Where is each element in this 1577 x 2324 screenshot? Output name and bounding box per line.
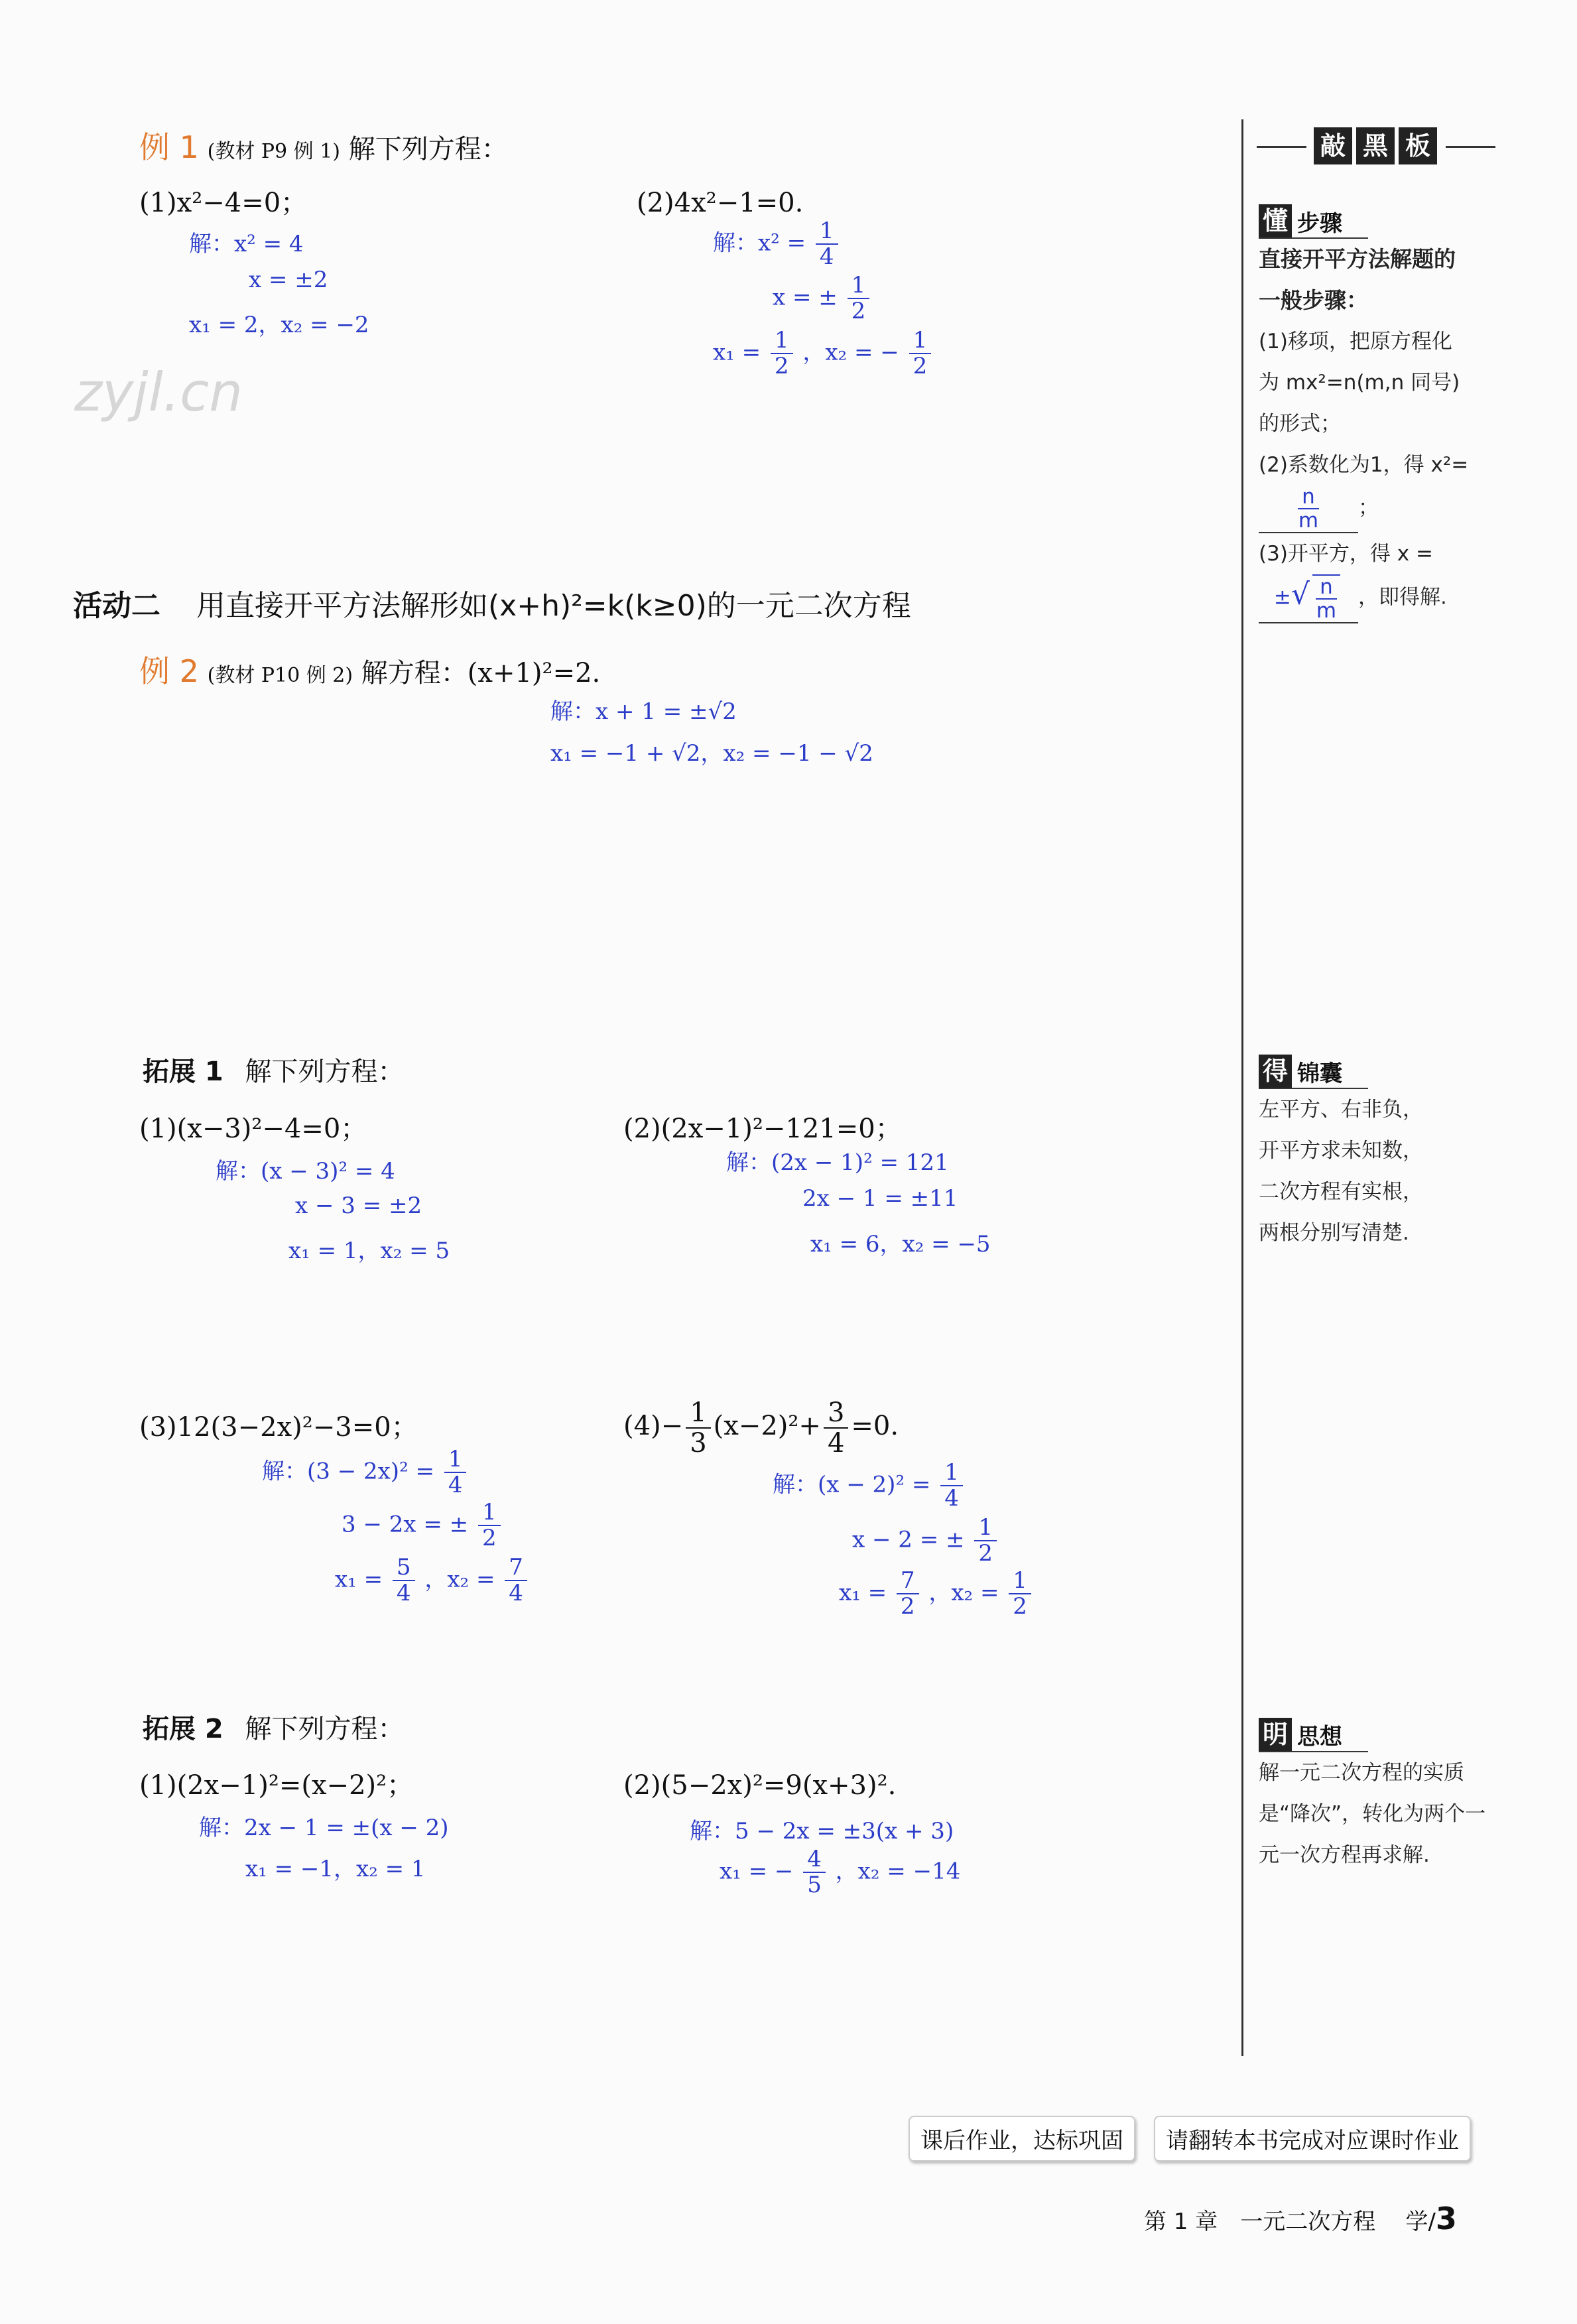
extension-1-label: 拓展 1 — [143, 1057, 223, 1087]
steps-line-4: (2)系数化为1，得 x²= — [1259, 453, 1469, 477]
ext1-sol3-line3: x₁ = $\frac{5}{4}$ ，x₂ = $\frac{7}{4}$ — [335, 1555, 530, 1606]
section-heading: 锦囊 — [1297, 1061, 1342, 1087]
sidebar-header — [1257, 127, 1495, 164]
steps-lead-1: 直接开平方法解题的 — [1259, 246, 1456, 272]
example-2-source: (教材 P10 例 2) — [207, 664, 353, 687]
section-heading-row — [1259, 1055, 1368, 1089]
fraction: $\frac{4}{5}$ — [803, 1847, 826, 1898]
ex1-sol2-line1: 解：x² = $\frac{1}{4}$ — [713, 219, 841, 270]
extension-2-problem-1: (1)(2x−1)²=(x−2)²； — [139, 1770, 414, 1801]
extension-1-problem-4: (4)− $\frac{1}{3}$ (x−2)²+ $\frac{3}{4}$ =0. — [623, 1397, 899, 1458]
example-1-title: 解下列方程： — [348, 134, 508, 164]
fraction: $\frac{1}{3}$ — [686, 1398, 710, 1458]
tips-line-1: 左平方、右非负， — [1259, 1098, 1423, 1122]
example-2-title: 解方程：(x+1)²=2. — [361, 658, 601, 688]
ex2-sol-line1: 解：x + 1 = ±√2 — [550, 698, 737, 725]
ex1-sol2-line2: x = ± $\frac{1}{2}$ — [773, 273, 872, 324]
fraction: $\frac{1}{4}$ — [816, 219, 838, 270]
ex1-sol1-line3: x₁ = 2，x₂ = −2 — [189, 312, 369, 338]
steps-fraction-line: $\frac{n}{m}$ ； — [1259, 485, 1511, 533]
extension-1-problem-3: (3)12(3−2x)²−3=0； — [139, 1412, 418, 1443]
page-number: 3 — [1435, 2201, 1457, 2236]
flip-book-button[interactable]: 请翻转本书完成对应课时作业 — [1154, 2116, 1471, 2162]
section-heading-row — [1259, 1718, 1368, 1752]
tips-line-4: 两根分别写清楚. — [1259, 1221, 1409, 1245]
ext1-sol3-line2: 3 − 2x = ± $\frac{1}{2}$ — [342, 1500, 503, 1551]
ext1-sol2-line3: x₁ = 6，x₂ = −5 — [810, 1231, 991, 1258]
example-2-label: 例 2 — [139, 653, 199, 689]
sidebar-section-tips — [1259, 1055, 1511, 1254]
tips-line-3: 二次方程有实根， — [1259, 1180, 1423, 1204]
example-2-header — [139, 653, 600, 690]
extension-1-title: 解下列方程： — [245, 1057, 405, 1087]
ext2-sol1-line1: 解：2x − 1 = ±(x − 2) — [199, 1815, 449, 1841]
ex2-sol-line2: x₁ = −1 + √2，x₂ = −1 − √2 — [550, 740, 873, 767]
fraction: $\frac{1}{2}$ — [974, 1516, 997, 1567]
ex1-sol1-line1: 解：x² = 4 — [189, 231, 304, 257]
header-line-left — [1257, 146, 1306, 148]
ext2-sol2-line1: 解：5 − 2x = ±3(x + 3) — [690, 1818, 954, 1844]
chapter-label: 第 1 章 一元二次方程 — [1144, 2209, 1376, 2235]
fraction: $\frac{3}{4}$ — [824, 1398, 848, 1458]
fraction: $\frac{1}{2}$ — [478, 1500, 501, 1551]
ext1-sol1-line1: 解：(x − 3)² = 4 — [216, 1158, 395, 1185]
fraction: $\frac{n}{m}$ — [1312, 574, 1340, 622]
steps-lead-2: 一般步骤： — [1259, 287, 1368, 313]
ext2-sol1-line2: x₁ = −1，x₂ = 1 — [245, 1856, 426, 1882]
fraction: $\frac{1}{4}$ — [940, 1460, 963, 1512]
ext1-sol2-line1: 解：(2x − 1)² = 121 — [726, 1149, 949, 1176]
header-char-1: 敲 — [1314, 127, 1352, 164]
example-1-problem-1: (1)x²−4=0； — [139, 188, 308, 218]
sidebar-section-idea — [1259, 1718, 1511, 1876]
extension-2-header — [143, 1713, 404, 1745]
section-heading-row — [1259, 204, 1368, 239]
steps-line-5: (3)开平方，得 x = — [1259, 542, 1433, 566]
section-heading: 思想 — [1297, 1724, 1342, 1750]
header-char-3: 板 — [1399, 127, 1437, 164]
extension-2-label: 拓展 2 — [143, 1714, 223, 1744]
fraction: $\frac{1}{2}$ — [909, 328, 932, 379]
section-heading: 步骤 — [1297, 210, 1342, 237]
idea-line-2: 是“降次”，转化为两个一 — [1259, 1802, 1486, 1826]
fraction: $\frac{1}{2}$ — [848, 273, 870, 324]
header-chars — [1314, 127, 1437, 164]
fraction: $\frac{5}{4}$ — [393, 1555, 415, 1606]
tips-line-2: 开平方求未知数， — [1259, 1139, 1423, 1163]
steps-line-6: ±√ $\frac{n}{m}$ ，即得解. — [1259, 574, 1511, 623]
extension-2-problem-2: (2)(5−2x)²=9(x+3)². — [623, 1770, 897, 1801]
ex1-sol2-line3: x₁ = $\frac{1}{2}$ ，x₂ = − $\frac{1}{2}$ — [713, 328, 934, 379]
fraction: $\frac{7}{4}$ — [505, 1555, 527, 1606]
ext1-sol2-line2: 2x − 1 = ±11 — [802, 1185, 958, 1212]
sidebar-divider — [1241, 119, 1243, 2056]
header-char-2: 黑 — [1356, 127, 1395, 164]
fraction: $\frac{7}{2}$ — [897, 1569, 919, 1620]
ext1-sol3-line1: 解：(3 − 2x)² = $\frac{1}{4}$ — [262, 1447, 469, 1498]
ext1-sol1-line2: x − 3 = ±2 — [295, 1193, 422, 1219]
page-footer — [1144, 2201, 1457, 2236]
fraction: $\frac{n}{m}$ — [1298, 485, 1319, 533]
ext1-sol4-line3: x₁ = $\frac{7}{2}$ ，x₂ = $\frac{1}{2}$ — [839, 1569, 1034, 1620]
sidebar-section-steps — [1259, 204, 1511, 623]
example-1-problem-2: (2)4x²−1=0. — [637, 188, 804, 218]
homework-button[interactable]: 课后作业，达标巩固 — [909, 2116, 1135, 2162]
ext2-sol2-line2: x₁ = − $\frac{4}{5}$ ，x₂ = −14 — [720, 1846, 961, 1899]
ext1-sol1-line3: x₁ = 1，x₂ = 5 — [288, 1238, 450, 1264]
extension-1-header — [143, 1056, 404, 1088]
example-1-source: (教材 P9 例 1) — [207, 140, 340, 163]
activity-2-title: 用直接开平方法解形如(x+h)²=k(k≥0)的一元二次方程 — [196, 589, 911, 623]
extension-1-problem-1: (1)(x−3)²−4=0； — [139, 1114, 367, 1144]
header-line-right — [1446, 146, 1495, 148]
ext1-sol4-line2: x − 2 = ± $\frac{1}{2}$ — [852, 1516, 999, 1567]
fraction: $\frac{1}{2}$ — [771, 328, 793, 379]
idea-line-1: 解一元二次方程的实质 — [1259, 1761, 1464, 1785]
badge-get: 得 — [1259, 1055, 1292, 1088]
badge-clear: 明 — [1259, 1718, 1292, 1751]
fraction: $\frac{1}{4}$ — [444, 1447, 467, 1498]
activity-2-header — [73, 589, 911, 624]
watermark: zyjl.cn — [74, 361, 243, 423]
sqrt-icon: √ — [1291, 577, 1310, 612]
badge-understand: 懂 — [1259, 204, 1292, 237]
subject-label: 学/ — [1405, 2209, 1436, 2235]
steps-line-3: 的形式； — [1259, 412, 1341, 436]
idea-line-3: 元一次方程再求解. — [1259, 1843, 1430, 1867]
example-1-label: 例 1 — [139, 129, 199, 165]
example-1-header — [139, 129, 508, 166]
steps-line-1: (1)移项，把原方程化 — [1259, 330, 1452, 354]
extension-1-problem-2: (2)(2x−1)²−121=0； — [623, 1114, 902, 1144]
ex1-sol1-line2: x = ±2 — [249, 267, 328, 293]
extension-2-title: 解下列方程： — [245, 1714, 405, 1744]
ext1-sol4-line1: 解：(x − 2)² = $\frac{1}{4}$ — [773, 1460, 966, 1512]
fraction: $\frac{1}{2}$ — [1009, 1569, 1031, 1620]
steps-line-2: 为 mx²=n(m,n 同号) — [1259, 371, 1460, 395]
activity-2-label: 活动二 — [73, 589, 160, 623]
